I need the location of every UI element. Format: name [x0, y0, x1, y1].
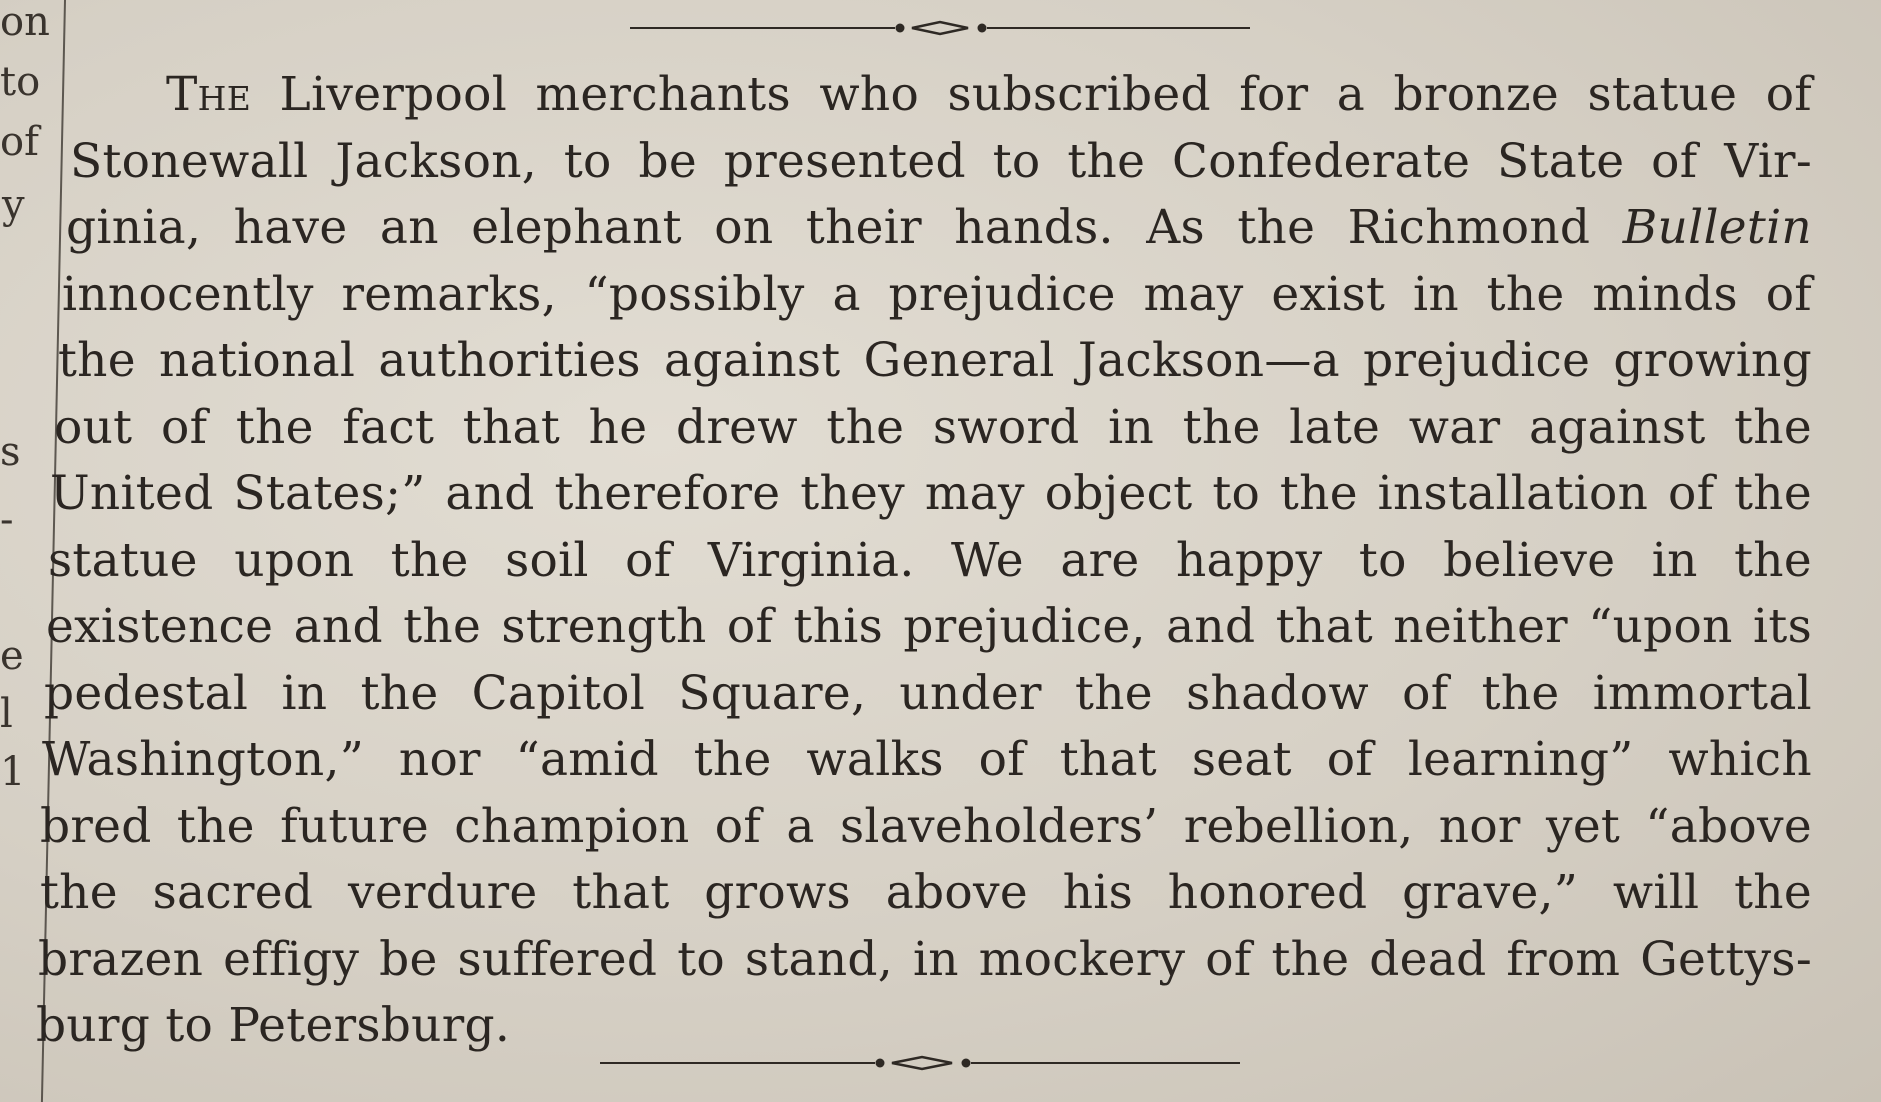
text-segment: pedestal in the Capitol Square, under the shadow of the immortal: [44, 665, 1812, 721]
text-line: [54, 395, 1812, 462]
text-segment: ginia, have an elephant on their hands. As the Richmond: [66, 200, 1623, 255]
margin-fragment: e: [0, 633, 24, 679]
text-segment: existence and the strength of this prejudice, and that neither “upon its: [46, 599, 1812, 654]
text-segment: Stonewall Jackson, to be presented to the Confederate State of Vir-: [70, 133, 1812, 189]
text-line: [46, 594, 1812, 661]
text-line: [66, 195, 1812, 262]
text-line: [76, 62, 1812, 129]
text-line: [40, 794, 1812, 861]
text-line: [36, 993, 1812, 1060]
text-line: [42, 727, 1812, 794]
article-paragraph: [36, 62, 1812, 1060]
ornamental-rule-icon: [600, 1053, 1240, 1073]
text-line: [62, 262, 1812, 329]
margin-fragment: on: [0, 0, 50, 45]
text-line: [40, 860, 1812, 927]
margin-fragment: y: [2, 182, 25, 228]
bottom-divider-svg: [600, 1053, 1240, 1073]
margin-fragment: -: [0, 497, 14, 543]
text-segment: statue upon the soil of Virginia. We are happy to believe in the: [48, 532, 1812, 588]
text-line: [38, 927, 1812, 994]
top-divider-svg: [630, 18, 1250, 38]
text-line: [50, 461, 1812, 528]
margin-fragment: l: [0, 691, 13, 737]
italic-text: Bulletin: [1622, 200, 1812, 255]
margin-fragment: s: [0, 429, 21, 475]
text-line: [58, 328, 1812, 395]
text-line: [44, 661, 1812, 728]
text-segment: United States;” and therefore they may object to the installation of the: [50, 466, 1812, 521]
text-line: [70, 129, 1812, 196]
ornamental-rule-icon: [630, 18, 1250, 38]
text-segment: bred the future champion of a slaveholders’ rebellion, nor yet “above: [40, 798, 1812, 854]
text-line: [48, 528, 1812, 595]
text-segment: burg to Petersburg.: [36, 998, 511, 1053]
text-segment: the sacred verdure that grows above his honored grave,” will the: [40, 865, 1812, 920]
margin-fragment: 1: [0, 749, 26, 795]
text-segment: out of the fact that he drew the sword in the late war against the: [54, 399, 1812, 455]
margin-fragment: to: [0, 59, 41, 105]
margin-fragment: of: [0, 119, 39, 165]
text-segment: Washington,” nor “amid the walks of that seat of learning” which: [42, 732, 1812, 787]
text-segment: brazen effigy be suffered to stand, in mockery of the dead from Gettys-: [38, 931, 1812, 987]
text-segment: Liverpool merchants who subscribed for a bronze statue of: [251, 67, 1812, 122]
text-segment: innocently remarks, “possibly a prejudice may exist in the minds of: [62, 266, 1812, 322]
text-segment: the national authorities against General Jackson—a prejudice growing: [58, 333, 1812, 388]
smallcaps-text: The: [166, 67, 252, 122]
